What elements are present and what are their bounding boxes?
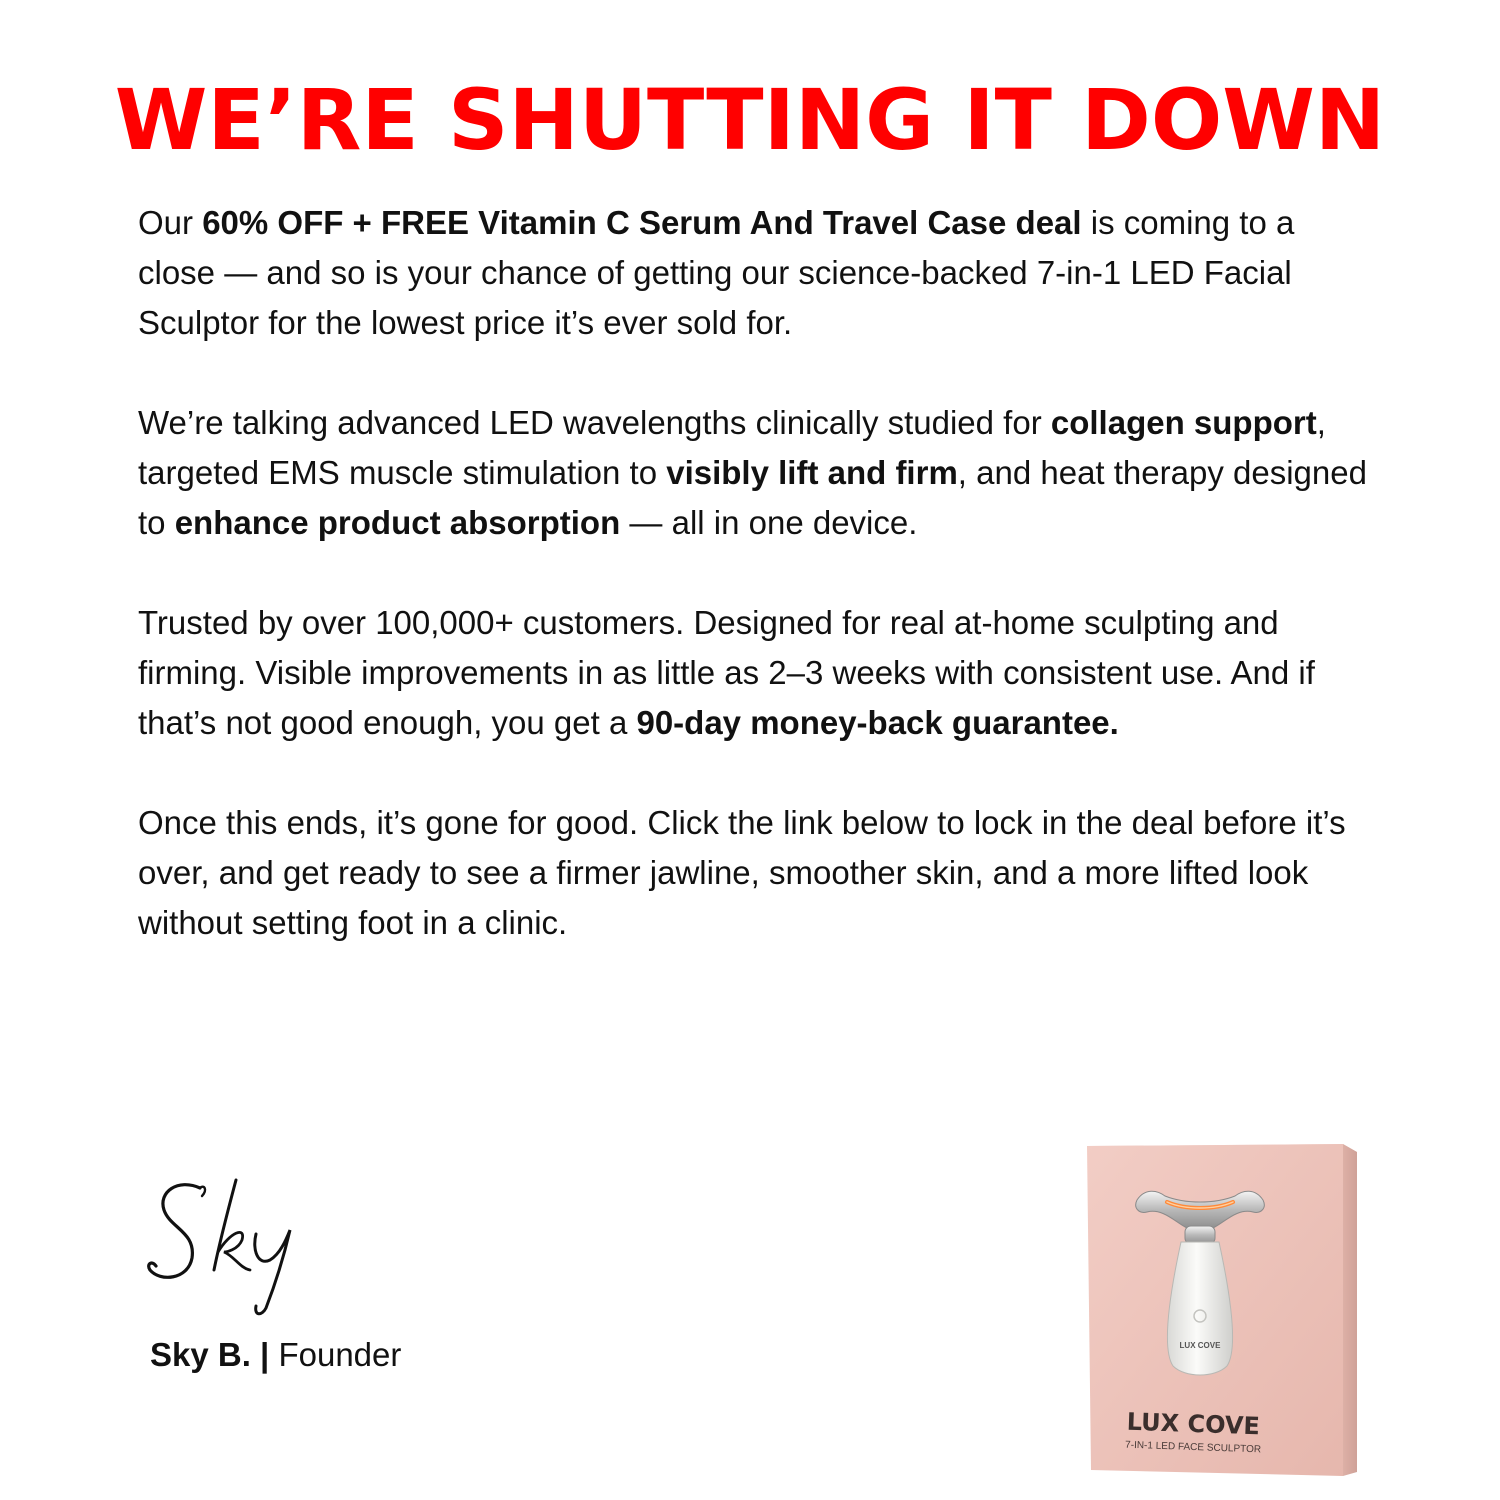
signature-block <box>138 1170 558 1400</box>
product-box-image <box>1085 1138 1365 1480</box>
paragraph-features: We’re talking advanced LED wavelengths clinically studied for collagen support, targeted EMS muscle stimulation to visibly lift and firm, and heat therapy designed to enhance product absorption — all in one device. <box>138 404 1367 541</box>
handwritten-signature <box>138 1170 338 1320</box>
signer-role: Founder <box>269 1336 402 1373</box>
letter-body <box>138 198 1378 998</box>
headline: WE’RE SHUTTING IT DOWN <box>114 71 1386 169</box>
device-logo: LUX COVE <box>1179 1341 1221 1350</box>
product-brand: LUX COVE <box>1126 1407 1261 1441</box>
paragraph-trust: Trusted by over 100,000+ customers. Designed for real at-home sculpting and firming. Visible improvements in as little as 2–3 weeks with consistent use. And if that’s not good enough, you get a 90-day money-back guarantee. <box>138 604 1315 741</box>
signer-line <box>150 1335 401 1375</box>
paragraph-offer: Our 60% OFF + FREE Vitamin C Serum And Travel Case deal is coming to a close — and so is your chance of getting our science-backed 7-in-1 LED Facial Sculptor for the lowest price it’s ever sold for. <box>138 204 1295 341</box>
paragraph-urgency: Once this ends, it’s gone for good. Click the link below to lock in the deal before it’s over, and get ready to see a firmer jawline, smoother skin, and a more lifted look without setting foot in a clinic. <box>138 804 1346 941</box>
signer-name: Sky B. | <box>150 1336 270 1373</box>
product-subtitle: 7-IN-1 LED FACE SCULPTOR <box>1124 1439 1262 1456</box>
